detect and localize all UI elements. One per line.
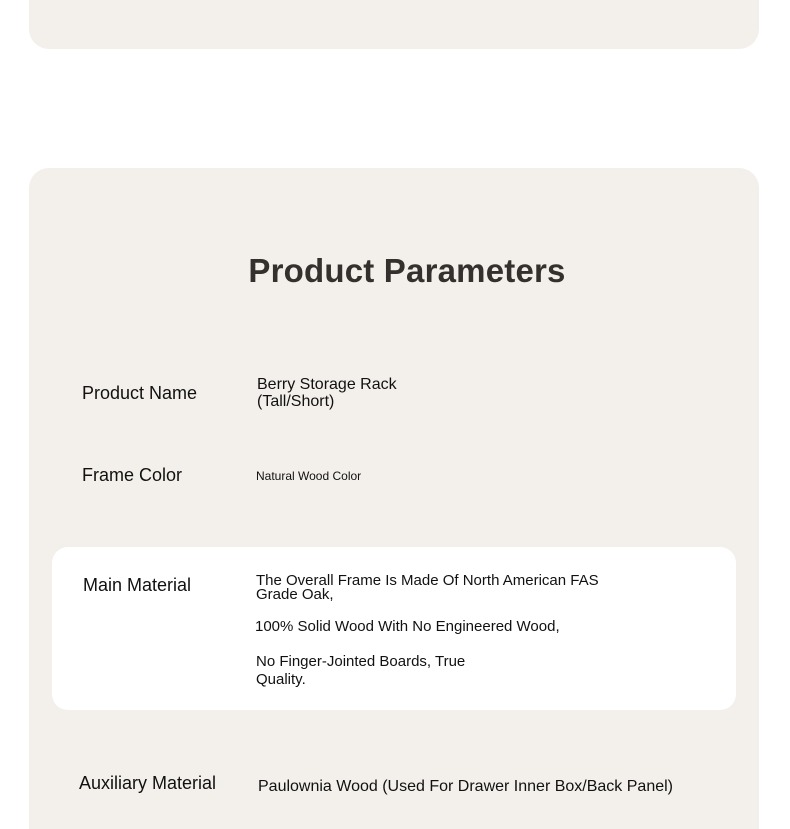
main-material-line3: 100% Solid Wood With No Engineered Wood, <box>255 618 560 635</box>
product-name-value <box>257 377 397 410</box>
product-name-value-line1: Berry Storage Rack <box>257 376 397 393</box>
product-name-label: Product Name <box>82 383 198 403</box>
frame-color-label: Frame Color <box>82 465 183 485</box>
auxiliary-material-value: Paulownia Wood (Used For Drawer Inner Box/Back Panel) <box>258 778 673 795</box>
section-title: Product Parameters <box>248 252 566 289</box>
product-name-value-line2: (Tall/Short) <box>257 393 335 410</box>
main-material-label: Main Material <box>83 575 192 595</box>
main-material-line4: No Finger-Jointed Boards, True <box>256 653 466 670</box>
frame-color-value: Natural Wood Color <box>256 469 362 483</box>
auxiliary-material-label: Auxiliary Material <box>79 773 217 793</box>
main-material-line5: Quality. <box>256 671 306 688</box>
previous-section-card <box>29 0 759 49</box>
main-material-line2: Grade Oak, <box>256 586 334 603</box>
main-material-line1: The Overall Frame Is Made Of North American FAS <box>256 572 599 589</box>
